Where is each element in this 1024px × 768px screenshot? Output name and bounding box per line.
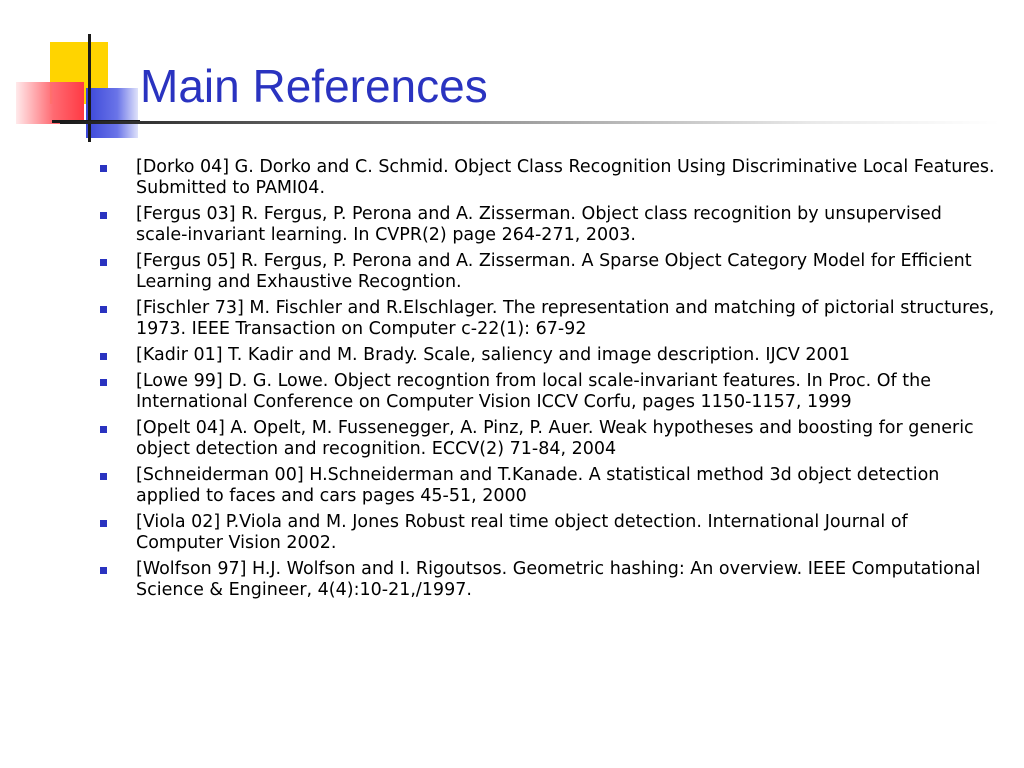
- reference-text: [Opelt 04] A. Opelt, M. Fussenegger, A. Pinz, P. Auer. Weak hypotheses and boosting for generic object detection and recognition. ECCV(2) 71-84, 2004: [136, 418, 974, 459]
- reference-item: [92, 157, 997, 199]
- decorative-squares-logo: [0, 0, 140, 150]
- square-bullet-icon: [100, 165, 107, 172]
- reference-text: [Schneiderman 00] H.Schneiderman and T.Kanade. A statistical method 3d object detection applied to faces and cars pages 45-51, 2000: [136, 465, 940, 506]
- square-bullet-icon: [100, 426, 107, 433]
- reference-item: [92, 251, 997, 293]
- square-bullet-icon: [100, 306, 107, 313]
- square-bullet-icon: [100, 212, 107, 219]
- square-bullet-icon: [100, 353, 107, 360]
- reference-list: [92, 157, 997, 606]
- vertical-line: [88, 34, 91, 142]
- square-bullet-icon: [100, 379, 107, 386]
- reference-text: [Fergus 03] R. Fergus, P. Perona and A. Zisserman. Object class recognition by unsupervised scale-invariant learning. In CVPR(2) page 264-271, 2003.: [136, 204, 942, 245]
- square-bullet-icon: [100, 473, 107, 480]
- reference-item: [92, 559, 997, 601]
- reference-item: [92, 418, 997, 460]
- square-bullet-icon: [100, 259, 107, 266]
- page-title: Main References: [140, 60, 488, 112]
- reference-item: [92, 512, 997, 554]
- reference-item: [92, 204, 997, 246]
- reference-text: [Viola 02] P.Viola and M. Jones Robust real time object detection. International Journal of Computer Vision 2002.: [136, 512, 908, 553]
- reference-text: [Fischler 73] M. Fischler and R.Elschlager. The representation and matching of pictorial structures, 1973. IEEE Transaction on Computer c-22(1): 67-92: [136, 298, 995, 339]
- title-underline: [60, 121, 1000, 124]
- square-bullet-icon: [100, 520, 107, 527]
- reference-item: [92, 465, 997, 507]
- reference-text: [Lowe 99] D. G. Lowe. Object recogntion from local scale-invariant features. In Proc. Of the International Conference on Computer Vision ICCV Corfu, pages 1150-1157, 1999: [136, 371, 931, 412]
- red-square: [16, 82, 84, 124]
- square-bullet-icon: [100, 567, 107, 574]
- reference-text: [Dorko 04] G. Dorko and C. Schmid. Object Class Recognition Using Discriminative Local Features. Submitted to PAMI04.: [136, 157, 995, 198]
- reference-text: [Fergus 05] R. Fergus, P. Perona and A. Zisserman. A Sparse Object Category Model for Efficient Learning and Exhaustive Recogntion.: [136, 251, 972, 292]
- reference-item: [92, 371, 997, 413]
- reference-text: [Wolfson 97] H.J. Wolfson and I. Rigoutsos. Geometric hashing: An overview. IEEE Computational Science & Engineer, 4(4):10-21,/1997.: [136, 559, 981, 600]
- reference-item: [92, 345, 997, 366]
- reference-item: [92, 298, 997, 340]
- reference-text: [Kadir 01] T. Kadir and M. Brady. Scale, saliency and image description. IJCV 2001: [136, 345, 850, 365]
- blue-square: [86, 88, 138, 138]
